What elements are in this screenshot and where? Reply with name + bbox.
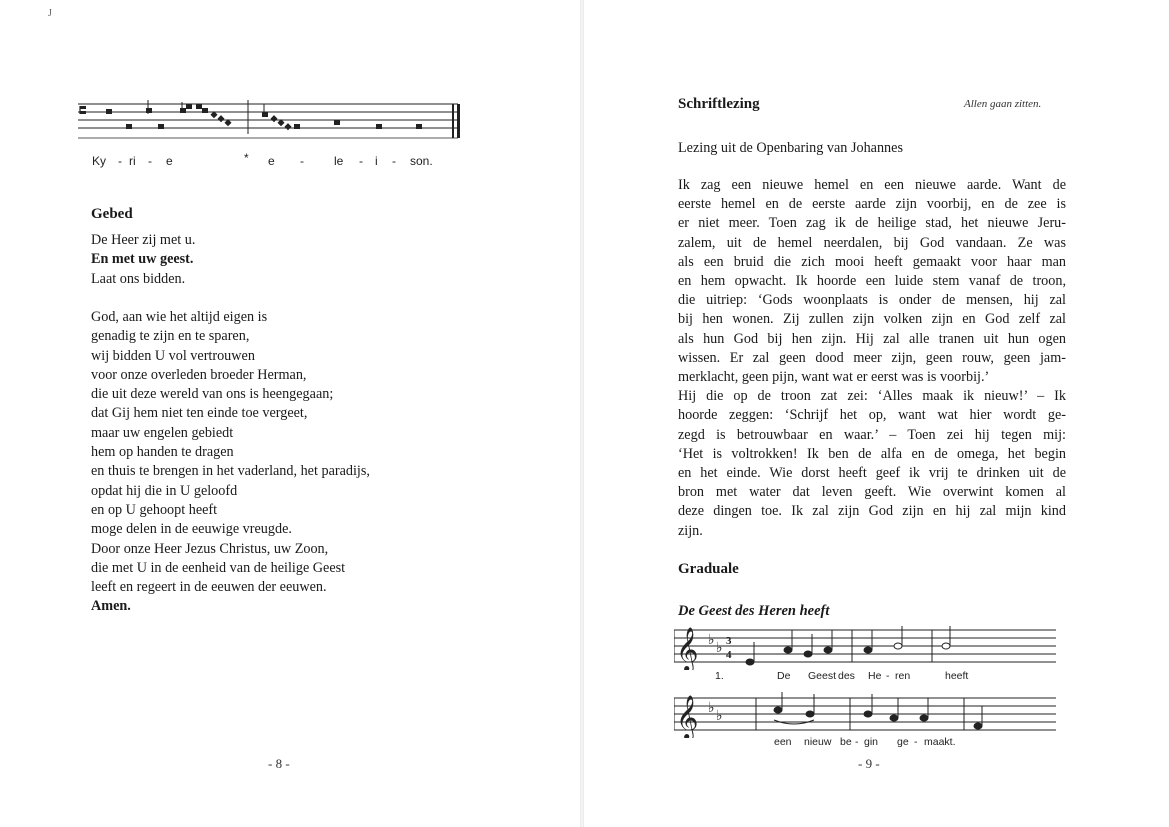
prayer-dialogue: [91, 231, 195, 289]
graduale-heading: Graduale: [678, 561, 739, 577]
reading-line: Hij die op de troon zat zei: ‘Alles maak ik nieuw!’ – Ik: [678, 388, 1066, 405]
amen: Amen.: [91, 598, 131, 615]
lyric: -: [886, 670, 890, 682]
lyric: ge: [897, 736, 909, 748]
prayer-line: voor onze overleden broeder Herman,: [91, 366, 307, 383]
reading-line: en het einde. Wie dorst heeft geef ik vrij te drinken uit de: [678, 465, 1066, 482]
reading-line: Ik zag een nieuwe hemel en een nieuwe aarde. Want de: [678, 177, 1066, 193]
lyric: des: [838, 670, 855, 682]
chant-syllable: le: [334, 154, 344, 168]
reading-line: er niet meer. Toen zag ik de heilige stad, het nieuwe Jeru-: [678, 215, 1066, 232]
prayer-line: opdat hij die in U geloofd: [91, 482, 238, 499]
reading-line: eerste hemel en de eerste aarde zijn voorbij, en de zee is: [678, 196, 1066, 213]
prayer-line: maar uw engelen gebiedt: [91, 424, 234, 441]
svg-text:♭: ♭: [708, 632, 715, 648]
lyric: -: [914, 736, 918, 748]
svg-text:𝄞: 𝄞: [676, 627, 699, 670]
reading-line: ‘Het is voltrokken! Ik ben de alfa en de omega, het begin: [678, 445, 1066, 462]
prayer-line: genadig te zijn en te sparen,: [91, 328, 250, 345]
reading-line: wissen. Er zal geen dood meer zijn, geen rouw, geen jam-: [678, 349, 1066, 366]
lyric: heeft: [945, 670, 969, 682]
reading-line: hoorde zeggen: ‘Schrijf het op, want wat hier wordt ge-: [678, 407, 1066, 424]
svg-text:♭: ♭: [708, 700, 715, 716]
reading-line: zijn.: [678, 522, 703, 539]
dialogue-line: Laat ons bidden.: [91, 270, 186, 287]
chant-syllable: *: [244, 151, 249, 165]
chant-syllable: e: [166, 154, 173, 168]
lyric: ren: [895, 670, 911, 682]
page-number-right: - 9 -: [858, 756, 880, 771]
lyric: nieuw: [804, 736, 832, 748]
svg-text:♭: ♭: [716, 640, 723, 656]
prayer-line: die uit deze wereld van ons is heengegaan;: [91, 386, 334, 403]
music-staff-1: [674, 622, 1058, 670]
chant-syllable: son.: [410, 154, 433, 168]
reading-line: bron met water dat leven geeft. Wie overwint komen al: [678, 484, 1066, 501]
chant-syllable: -: [359, 154, 363, 168]
chant-syllable: -: [300, 154, 304, 168]
rubric: Allen gaan zitten.: [964, 98, 1042, 110]
chant-syllable: -: [392, 154, 396, 168]
prayer-text: [91, 308, 370, 617]
corner-mark: J: [48, 8, 52, 19]
dialogue-line: De Heer zij met u.: [91, 232, 196, 248]
reading-heading: Schriftlezing: [678, 96, 760, 112]
chant-syllable: i: [375, 154, 378, 168]
svg-text:4: 4: [726, 649, 732, 661]
reading-line: die uitriep: ‘Gods woonplaats is onder de mensen, hij zal: [678, 292, 1066, 309]
song-title: De Geest des Heren heeft: [678, 603, 830, 619]
reading-line: zegd is betrouwbaar en waar.’ – Toen zei hij tegen mij:: [678, 426, 1066, 443]
prayer-line: God, aan wie het altijd eigen is: [91, 309, 268, 325]
prayer-line: leeft en regeert in de eeuwen der eeuwen.: [91, 579, 327, 596]
reading-text: [678, 176, 1066, 541]
svg-text:3: 3: [726, 635, 732, 647]
chant-syllable: Ky: [92, 154, 107, 168]
prayer-line: en thuis te brengen in het vaderland, het paradijs,: [91, 463, 370, 480]
prayer-line: die met U in de eenheid van de heilige Geest: [91, 559, 346, 576]
reading-intro-line: Lezing uit de Openbaring van Johannes: [678, 140, 903, 156]
reading-line: als een bruid die zich mooi heeft gemaakt voor haar man: [678, 253, 1066, 270]
music-staff-2: [674, 690, 1058, 738]
dialogue-response: En met uw geest.: [91, 251, 194, 268]
lyric: De: [777, 670, 791, 682]
reading-line: deze dingen toe. Ik zal zijn God zijn en hij zal mijn kind: [678, 503, 1066, 520]
reading-line: zalem, uit de hemel neerdalen, bij God vandaan. Ze was: [678, 234, 1066, 251]
prayer-line: hem op handen te dragen: [91, 444, 234, 461]
reading-line: merklacht, geen pijn, want wat er eerst was is voorbij.’: [678, 369, 990, 386]
svg-text:𝄞: 𝄞: [676, 695, 699, 738]
prayer-line: en op U gehoopt heeft: [91, 501, 218, 518]
lyric: een: [774, 736, 792, 748]
lyric: be: [840, 736, 852, 748]
lyric: He: [868, 670, 882, 682]
lyric: gin: [864, 736, 879, 748]
lyric: 1.: [715, 670, 724, 682]
reading-line: als hun God bij hen zijn. Hij zal alle tranen uit hun ogen: [678, 330, 1066, 347]
chant-syllable: e: [268, 154, 275, 168]
reading-line: en hem opwacht. Ik hoorde een luide stem vanaf de troon,: [678, 273, 1066, 290]
prayer-line: wij bidden U vol vertrouwen: [91, 347, 255, 364]
lyric: -: [855, 736, 859, 748]
right-page: [584, 0, 1169, 827]
left-page: [0, 0, 580, 827]
svg-text:♭: ♭: [716, 708, 723, 724]
prayer-heading: Gebed: [91, 206, 133, 222]
prayer-line: Door onze Heer Jezus Christus, uw Zoon,: [91, 540, 329, 557]
reading-line: bij hen wonen. Zij zullen zijn volken zijn en God zelf zal: [678, 311, 1066, 328]
chant-syllable: ri: [129, 154, 136, 168]
lyric: maakt.: [924, 736, 956, 748]
lyric: Geest: [808, 670, 837, 682]
chant-syllable: -: [148, 154, 152, 168]
prayer-line: moge delen in de eeuwige vreugde.: [91, 521, 292, 538]
page-number-left: - 8 -: [268, 756, 290, 771]
reading-intro: [678, 139, 903, 158]
prayer-line: dat Gij hem niet ten einde toe vergeet,: [91, 405, 308, 422]
chant-syllable: -: [118, 154, 122, 168]
